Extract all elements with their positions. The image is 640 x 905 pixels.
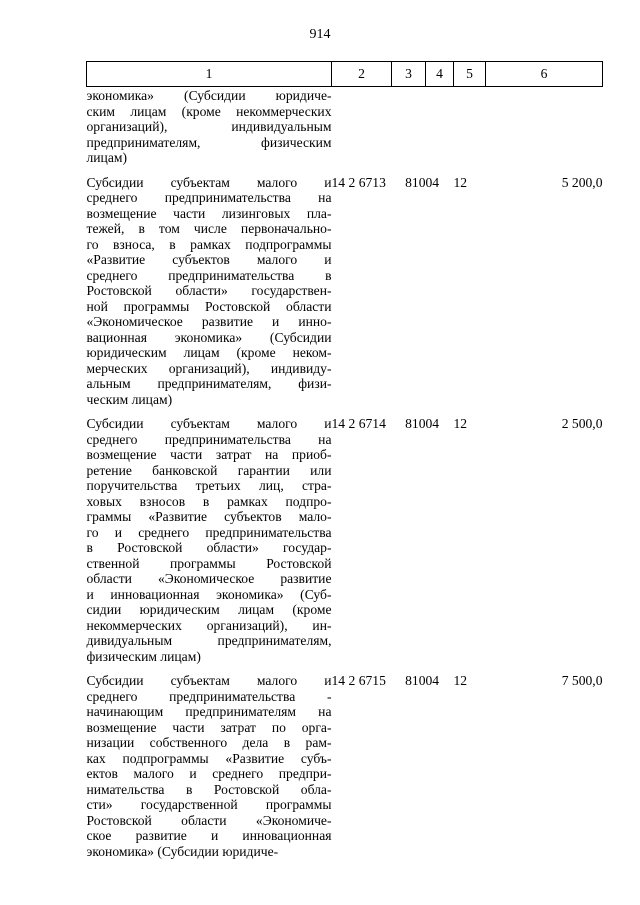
description-line: мерческих организаций), индивиду-: [86, 360, 332, 376]
cell-target-article: [332, 87, 392, 166]
description-line: «Развитие субъектов малого и: [86, 252, 332, 267]
description-line: организаций), индивидуальным: [86, 119, 332, 134]
cell-section: 04: [425, 673, 440, 688]
description-line: альным предпринимателям, физи-: [86, 376, 332, 391]
description-line: тежей, в том числе первоначально-: [86, 221, 332, 236]
description-line: области «Экономическое развитие: [86, 571, 332, 586]
description-line: ной программы Ростовской области: [86, 298, 332, 314]
description-line: дивидуальным предпринимателям,: [86, 633, 332, 648]
cell-target-article: 14 2 6715: [331, 673, 386, 688]
description-line: Субсидии субъектам малого и: [86, 174, 332, 190]
table-header-row: [87, 62, 603, 87]
cell-target-article: 14 2 6714: [331, 416, 386, 431]
cell-subsection: 12: [453, 174, 468, 190]
cell-expense-type: 810: [405, 673, 426, 688]
cell-section: [426, 87, 454, 166]
description-line: вационная экономика» (Субсидии: [86, 329, 332, 345]
column-header-expense-type: 3: [392, 62, 426, 87]
cell-expense-type: 810: [405, 416, 426, 431]
cell-amount: 7 500,0: [561, 673, 603, 688]
description-line: среднего предпринимательства -: [86, 688, 332, 704]
column-header-target-article: 2: [332, 62, 392, 87]
description-line: поручительства третьих лиц, стра-: [86, 478, 332, 493]
cell-description: [87, 175, 332, 408]
description-line: юридическим лицам (кроме неком-: [86, 345, 332, 360]
description-line: физическим лицам): [86, 648, 201, 664]
cell-amount: 5 200,0: [561, 174, 603, 190]
cell-expense-type: [392, 87, 426, 166]
description-line: ским лицам (кроме некоммерческих: [86, 103, 332, 119]
description-line: экономика» (Субсидии юридиче-: [86, 88, 332, 103]
column-header-subsection: 5: [454, 62, 486, 87]
cell-subsection: 12: [453, 673, 468, 688]
row-spacer: [87, 407, 603, 416]
description-line: ственной программы Ростовской: [86, 555, 332, 571]
description-line: среднего предпринимательства в: [86, 267, 332, 283]
description-line: Ростовской области» государствен-: [86, 283, 332, 298]
cell-description: [87, 87, 332, 166]
description-line: нимательства в Ростовской обла-: [86, 781, 332, 797]
description-line: возмещение части затрат на приоб-: [86, 447, 332, 462]
table-row: [87, 175, 603, 408]
description-line: ретение банковской гарантии или: [86, 462, 332, 478]
page-number: 914: [309, 27, 331, 42]
description-line: экономика» (Субсидии юридиче-: [86, 843, 279, 859]
description-line: сти» государственной программы: [86, 797, 332, 812]
description-line: Ростовской области «Экономиче-: [86, 812, 332, 828]
cell-description: [87, 673, 332, 859]
cell-subsection: 12: [453, 416, 468, 431]
description-line: ектов малого и среднего предпри-: [86, 766, 332, 781]
description-line: и инновационная экономика» (Суб-: [86, 586, 332, 602]
cell-subsection: [454, 87, 486, 166]
cell-amount: 2 500,0: [561, 416, 603, 431]
budget-table: [86, 61, 603, 859]
cell-section: 04: [425, 416, 440, 431]
description-line: ках подпрограммы «Развитие субъ-: [86, 750, 332, 766]
description-line: ческим лицам): [86, 391, 173, 407]
column-header-section: 4: [426, 62, 454, 87]
description-line: среднего предпринимательства на: [86, 431, 332, 447]
description-line: возмещение части затрат по орга-: [86, 719, 332, 735]
table-row: [87, 87, 603, 166]
description-line: сидии юридическим лицам (кроме: [86, 602, 332, 617]
description-line: низации собственного дела в рам-: [86, 735, 332, 750]
cell-description: [87, 416, 332, 664]
description-line: Субсидии субъектам малого и: [86, 673, 332, 688]
description-line: предпринимателям, физическим: [86, 134, 332, 150]
row-spacer: [87, 166, 603, 175]
cell-section: 04: [425, 174, 440, 190]
cell-amount: [486, 87, 603, 166]
column-header-description: 1: [87, 62, 332, 87]
cell-expense-type: 810: [405, 174, 426, 190]
description-line: Субсидии субъектам малого и: [86, 416, 332, 431]
description-line: начинающим предпринимателям на: [86, 704, 332, 719]
cell-target-article: 14 2 6713: [331, 174, 386, 190]
description-line: го и среднего предпринимательства: [86, 524, 332, 540]
description-line: возмещение части лизинговых пла-: [86, 205, 332, 221]
column-header-amount: 6: [486, 62, 603, 87]
description-line: го взноса, в рамках подпрограммы: [86, 236, 332, 252]
description-line: «Экономическое развитие и инно-: [86, 314, 332, 329]
description-line: в Ростовской области» государ-: [86, 540, 332, 555]
description-line: ховых взносов в рамках подпро-: [86, 493, 332, 509]
description-line: лицам): [86, 150, 127, 165]
description-line: граммы «Развитие субъектов мало-: [86, 509, 332, 524]
description-line: ское развитие и инновационная: [86, 828, 332, 843]
row-spacer: [87, 664, 603, 673]
table-row: [87, 416, 603, 664]
table-row: [87, 673, 603, 859]
description-line: среднего предпринимательства на: [86, 190, 332, 205]
description-line: некоммерческих организаций), ин-: [86, 617, 332, 633]
